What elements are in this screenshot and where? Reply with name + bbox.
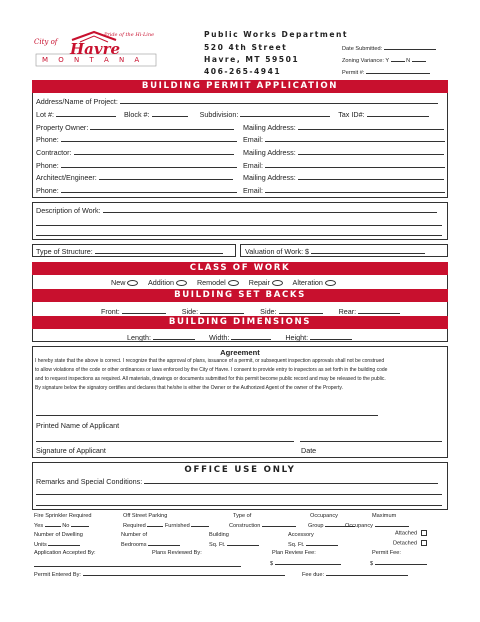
furnished-field[interactable]: [191, 521, 209, 527]
contractor-mailing-label: Mailing Address:: [243, 148, 296, 157]
title-class-of-work: CLASS OF WORK: [32, 262, 448, 275]
architect-phone-field[interactable]: [61, 185, 237, 193]
zoning-yes-field[interactable]: [391, 54, 405, 62]
printed-name-label: Printed Name of Applicant: [36, 421, 120, 430]
fire-no-label: No: [62, 523, 70, 529]
title-dimensions: BUILDING DIMENSIONS: [32, 316, 448, 329]
construction-row: [229, 521, 296, 529]
setbacks-row: [101, 306, 400, 316]
required-label: Required: [123, 523, 146, 529]
length-label: Length:: [127, 333, 151, 342]
width-field[interactable]: [231, 332, 271, 340]
fire-yes-field[interactable]: [45, 521, 61, 527]
date-submitted-field[interactable]: [384, 42, 436, 50]
address-field[interactable]: [120, 96, 438, 104]
class-addition-label: Addition: [148, 278, 174, 287]
accepted-by-label: Application Accepted By:: [34, 550, 96, 556]
accessory-sqft-label: Sq. Ft.: [288, 542, 305, 548]
dept-name: Public Works Department: [204, 30, 349, 39]
block-field[interactable]: [152, 109, 188, 117]
contractor-email-label: Email:: [243, 161, 263, 170]
remarks-field-2[interactable]: [36, 494, 442, 495]
architect-field[interactable]: [99, 172, 233, 180]
title-set-backs: BUILDING SET BACKS: [32, 289, 448, 302]
contractor-field[interactable]: [74, 147, 234, 155]
required-field[interactable]: [147, 521, 163, 527]
logo-tagline: Pride of the Hi-Line: [104, 32, 155, 38]
units-label: Units: [34, 542, 47, 548]
owner-mailing-label: Mailing Address:: [243, 123, 296, 132]
units-row: [34, 540, 80, 548]
reviewed-by-field[interactable]: [121, 566, 241, 567]
city-logo: [32, 28, 160, 74]
contractor-mailing-row: [243, 147, 444, 157]
length-field[interactable]: [153, 332, 195, 340]
number-of-label: Number of: [121, 532, 148, 538]
attached-label: Attached: [395, 530, 418, 537]
remarks-label: Remarks and Special Conditions:: [36, 477, 143, 486]
architect-phone-label: Phone:: [36, 186, 59, 195]
class-repair-radio[interactable]: [272, 280, 283, 286]
class-remodel-label: Remodel: [196, 278, 226, 287]
zoning-n-label: N: [406, 58, 411, 64]
tax-id-field[interactable]: [367, 109, 429, 117]
lot-field[interactable]: [56, 109, 116, 117]
zoning-variance-row: [342, 54, 426, 64]
setback-side2-label: Side:: [260, 307, 277, 316]
valuation-row: [245, 246, 425, 256]
building-sqft-row: [209, 540, 259, 548]
class-addition-radio[interactable]: [176, 280, 187, 286]
logo-state: M O N T A N A: [42, 56, 144, 64]
description-field-2[interactable]: [36, 225, 442, 226]
contractor-phone-row: [36, 160, 237, 170]
off-street-row: [123, 521, 209, 529]
contractor-mailing-field[interactable]: [298, 147, 444, 155]
subdivision-label: Subdivision:: [199, 110, 239, 119]
agreement-title: Agreement: [220, 348, 260, 357]
fire-sprinkler-label: Fire Sprinkler Required: [34, 513, 92, 519]
accessory-label: Accessory: [288, 532, 314, 538]
block-label: Block #:: [123, 110, 150, 119]
type-of-structure-field[interactable]: [95, 246, 223, 254]
remarks-field-1[interactable]: [144, 476, 438, 484]
address-label: Address/Name of Project:: [36, 97, 118, 106]
owner-mailing-field[interactable]: [298, 122, 444, 130]
fee-due-row: [302, 570, 408, 578]
accepted-by-field[interactable]: [34, 566, 126, 567]
description-label: Description of Work:: [36, 206, 101, 215]
setback-rear-label: Rear:: [338, 307, 357, 316]
permit-fee-dollar: $: [370, 561, 374, 567]
logo-name: Havre: [70, 40, 121, 58]
height-label: Height:: [285, 333, 309, 342]
owner-phone-field[interactable]: [61, 134, 237, 142]
architect-row: [36, 172, 233, 182]
bedrooms-label: Bedrooms: [121, 542, 147, 548]
dept-phone: 406-265-4941: [204, 67, 282, 76]
dept-address-1: 520 4th Street: [204, 43, 288, 52]
permit-entered-field[interactable]: [83, 570, 285, 576]
lot-row: [36, 109, 429, 119]
dept-address-2: Havre, MT 59501: [204, 55, 300, 64]
accessory-sqft-row: [288, 540, 338, 548]
setback-side1-label: Side:: [181, 307, 199, 316]
fire-sprinkler-row: [34, 521, 89, 529]
zoning-no-field[interactable]: [412, 54, 426, 62]
bedrooms-row: [121, 540, 180, 548]
title-building-permit: BUILDING PERMIT APPLICATION: [32, 80, 448, 93]
permit-fee-row: [370, 559, 427, 567]
tax-id-label: Tax ID#:: [338, 110, 365, 119]
printed-name-field[interactable]: [36, 415, 378, 416]
permit-number-label: Permit #:: [342, 70, 365, 76]
construction-label: Construction: [229, 523, 261, 529]
agreement-line-1: I hereby state that the above is correct. I recognize that the approval of plans, issuance of a permit, or subsequent inspection approvals shall not be construed: [35, 358, 385, 364]
date-label: Date: [301, 446, 317, 455]
detached-row: [393, 540, 427, 546]
architect-mailing-row: [243, 172, 444, 182]
plan-review-fee-label: Plan Review Fee:: [272, 550, 316, 556]
property-owner-row: [36, 122, 234, 132]
setback-rear-field[interactable]: [358, 306, 400, 314]
permit-number-row: [342, 66, 430, 76]
class-alteration-radio[interactable]: [325, 280, 336, 286]
type-of-label: Type of: [233, 513, 252, 519]
permit-fee-label: Permit Fee:: [372, 550, 401, 556]
accessory-sqft-field[interactable]: [306, 540, 338, 546]
fee-due-field[interactable]: [326, 570, 408, 576]
class-alteration-label: Alteration: [292, 278, 323, 287]
class-options-row: [111, 278, 336, 287]
architect-mailing-label: Mailing Address:: [243, 173, 296, 182]
signature-label: Signature of Applicant: [36, 446, 106, 455]
occupancy-label: Occupancy: [310, 513, 338, 519]
signature-field[interactable]: [36, 441, 294, 442]
title-office-use: OFFICE USE ONLY: [184, 465, 296, 475]
dimensions-row: [127, 332, 352, 342]
owner-email-field[interactable]: [265, 134, 445, 142]
class-remodel-radio[interactable]: [228, 280, 239, 286]
type-of-structure-label: Type of Structure:: [36, 247, 93, 256]
owner-phone-row: [36, 134, 237, 144]
building-label: Building: [209, 532, 229, 538]
max-occupancy-field[interactable]: [375, 521, 409, 527]
valuation-field[interactable]: [311, 246, 425, 254]
remarks-row: [36, 476, 438, 486]
architect-email-row: [243, 185, 445, 195]
furnished-label: Furnished: [164, 523, 190, 529]
group-label: Group: [308, 523, 324, 529]
description-field-3[interactable]: [36, 235, 442, 236]
detached-label: Detached: [393, 540, 417, 547]
off-street-label: Off Street Parking: [123, 513, 168, 519]
attached-row: [395, 530, 427, 536]
fire-yes-label: Yes: [34, 523, 44, 529]
detached-checkbox[interactable]: [421, 540, 427, 546]
agreement-line-2: to allow violations of the code or other ordinances or laws enforced by the City of Havre. I consent to provide entry to inspectors as set forth in the building code: [35, 367, 388, 373]
logo-city-of: City of: [34, 38, 58, 46]
description-field-1[interactable]: [103, 205, 437, 213]
agreement-line-3: and to request inspections as required. All materials, drawings or documents submitted for this permit become public record and may be released to the public.: [35, 376, 386, 382]
width-label: Width:: [208, 333, 230, 342]
class-new-radio[interactable]: [127, 280, 138, 286]
max-occupancy-label: Occupancy: [345, 523, 373, 529]
property-owner-field[interactable]: [90, 122, 234, 130]
valuation-label: Valuation of Work: $: [245, 247, 310, 256]
max-occupancy-row: [345, 521, 409, 529]
lot-label: Lot #:: [36, 110, 54, 119]
description-row: [36, 205, 437, 215]
owner-email-label: Email:: [243, 135, 263, 144]
building-sqft-label: Sq. Ft.: [209, 542, 226, 548]
setback-side2-field[interactable]: [279, 306, 323, 314]
plan-review-dollar: $: [270, 561, 274, 567]
contractor-phone-field[interactable]: [61, 160, 237, 168]
fee-due-label: Fee due:: [302, 572, 325, 578]
date-submitted-label: Date Submitted:: [342, 46, 383, 52]
contractor-label: Contractor:: [36, 148, 72, 157]
contractor-phone-label: Phone:: [36, 161, 59, 170]
contractor-row: [36, 147, 234, 157]
number-of-dwelling-label: Number of Dwelling: [34, 532, 83, 538]
property-owner-label: Property Owner:: [36, 123, 89, 132]
remarks-field-3[interactable]: [36, 505, 442, 506]
attached-checkbox[interactable]: [421, 530, 427, 536]
agreement-line-4: By signature below the signatory certifies and declares that he/she is either the Owner or the Authorized Agent of the owner of the Property.: [35, 385, 343, 391]
date-field[interactable]: [300, 441, 442, 442]
class-new-label: New: [111, 278, 126, 287]
bedrooms-field[interactable]: [148, 540, 180, 546]
architect-label: Architect/Engineer:: [36, 173, 97, 182]
address-row: [36, 96, 438, 106]
plan-review-fee-row: [270, 559, 341, 567]
fire-no-field[interactable]: [71, 521, 89, 527]
owner-mailing-row: [243, 122, 444, 132]
height-field[interactable]: [310, 332, 352, 340]
setback-side1-field[interactable]: [200, 306, 244, 314]
contractor-email-row: [243, 160, 445, 170]
permit-entered-label: Permit Entered By:: [34, 572, 81, 578]
owner-email-row: [243, 134, 445, 144]
architect-mailing-field[interactable]: [298, 172, 444, 180]
units-field[interactable]: [48, 540, 80, 546]
plan-review-fee-field[interactable]: [275, 559, 341, 565]
building-sqft-field[interactable]: [227, 540, 259, 546]
permit-number-field[interactable]: [366, 66, 430, 74]
date-submitted-row: [342, 42, 436, 52]
architect-email-label: Email:: [243, 186, 263, 195]
reviewed-by-label: Plans Reviewed By:: [152, 550, 202, 556]
permit-entered-row: [34, 570, 285, 578]
architect-email-field[interactable]: [265, 185, 445, 193]
type-of-structure-row: [36, 246, 223, 256]
owner-phone-label: Phone:: [36, 135, 59, 144]
architect-phone-row: [36, 185, 237, 195]
zoning-variance-label: Zoning Variance: Y: [342, 58, 389, 64]
contractor-email-field[interactable]: [265, 160, 445, 168]
setback-front-field[interactable]: [122, 306, 166, 314]
maximum-label: Maximum: [372, 513, 397, 519]
class-repair-label: Repair: [248, 278, 270, 287]
permit-fee-field[interactable]: [375, 559, 427, 565]
construction-field[interactable]: [262, 521, 296, 527]
setback-front-label: Front:: [101, 307, 120, 316]
subdivision-field[interactable]: [240, 109, 330, 117]
